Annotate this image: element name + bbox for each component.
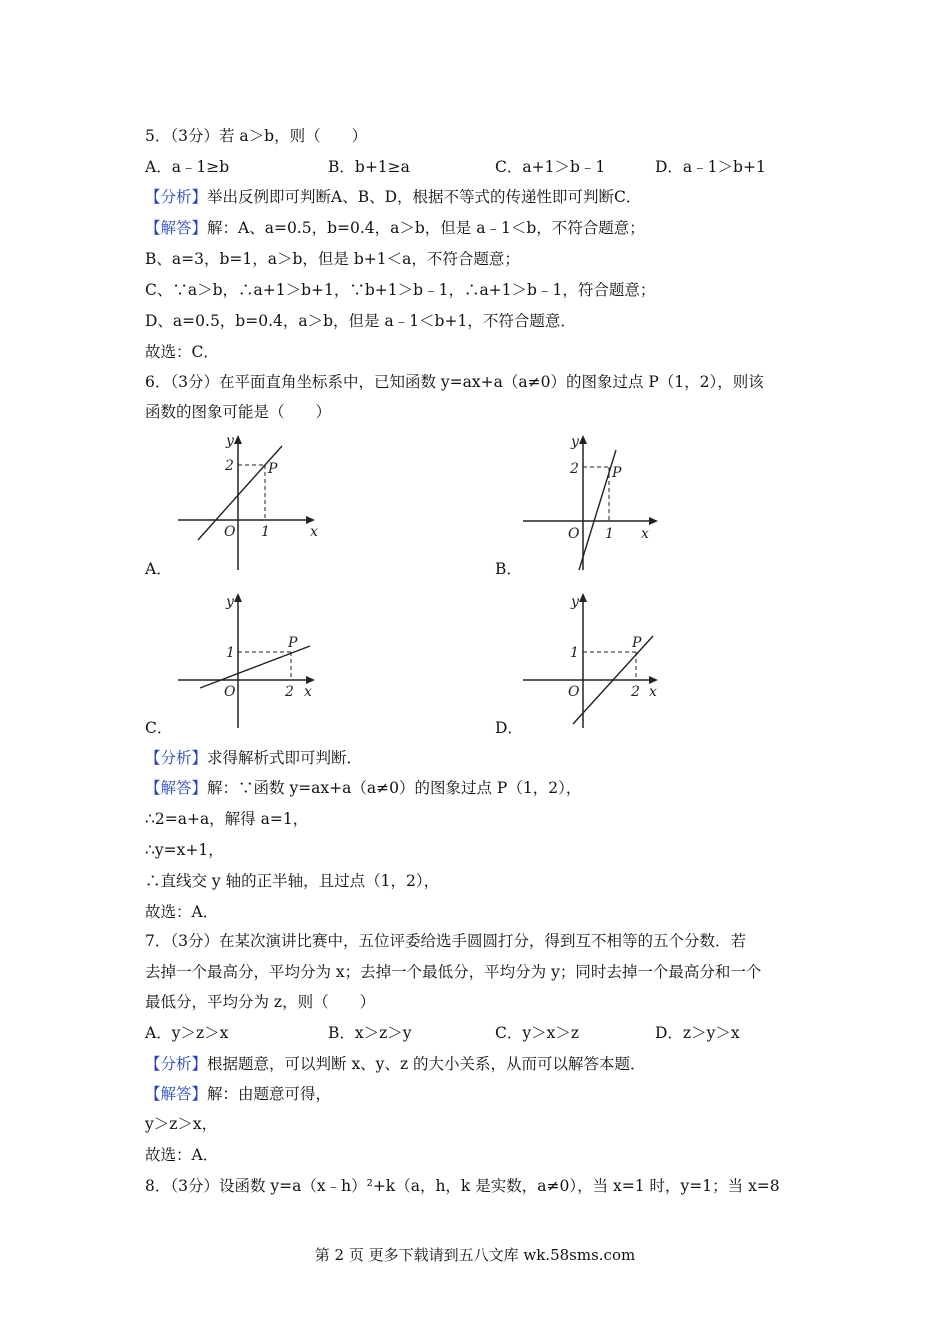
q5-option-b: B．b+1≥a xyxy=(328,158,410,176)
graph-c-origin: O xyxy=(224,684,236,700)
graph-c-point-p: P xyxy=(288,635,298,651)
graph-b-point-p: P xyxy=(612,465,622,481)
q7-option-b: B．x＞z＞y xyxy=(328,1024,412,1042)
graph-c-x-label: x xyxy=(304,684,312,700)
q7-choice: 故选：A． xyxy=(145,1146,219,1164)
answer-text: 解：由题意可得， xyxy=(207,1085,332,1103)
graph-b-origin: O xyxy=(568,526,580,542)
q5-option-d: D．a﹣1＞b+1 xyxy=(655,158,766,176)
graph-b-x-label: x xyxy=(641,526,649,542)
graph-d xyxy=(515,588,675,733)
q6-stem-line1: 6．（3分）在平面直角坐标系中，已知函数 y=ax+a（a≠0）的图象过点 P（1，2），则该 xyxy=(145,373,764,391)
analysis-tag: 【分析】 xyxy=(145,1055,208,1073)
q6-stem-line2: 函数的图象可能是（ ） xyxy=(145,403,332,421)
graph-d-xtick: 2 xyxy=(631,684,640,700)
q6-label-c: C． xyxy=(145,719,173,737)
analysis-text: 根据题意，可以判断 x、y、z 的大小关系，从而可以解答本题． xyxy=(207,1055,646,1073)
answer-tag: 【解答】 xyxy=(145,1085,208,1103)
graph-d-point-p: P xyxy=(632,635,642,651)
graph-a-xtick: 1 xyxy=(261,524,270,540)
graph-a-x-label: x xyxy=(310,524,318,540)
q7-stem-line3: 最低分，平均分为 z，则（ ） xyxy=(145,993,376,1011)
q5-option-c: C．a+1＞b﹣1 xyxy=(495,158,606,176)
graph-d-origin: O xyxy=(568,684,580,700)
answer-tag: 【解答】 xyxy=(145,779,208,797)
q6-answer xyxy=(145,778,581,798)
graph-c-xtick: 2 xyxy=(285,684,294,700)
answer-tag: 【解答】 xyxy=(145,219,208,237)
analysis-text: 举出反例即可判断A、B、D，根据不等式的传递性即可判断C． xyxy=(207,188,642,206)
q6-label-b: B． xyxy=(495,560,522,578)
graph-b xyxy=(515,430,675,575)
q6-label-d: D． xyxy=(495,719,523,737)
answer-text: 解：∵函数 y=ax+a（a≠0）的图象过点 P（1，2）， xyxy=(207,779,582,797)
graph-a xyxy=(170,430,330,575)
q7-analysis xyxy=(145,1054,646,1074)
graph-a-ytick: 2 xyxy=(225,458,234,474)
q7-line2: y＞z＞x， xyxy=(145,1115,218,1133)
analysis-tag: 【分析】 xyxy=(145,188,208,206)
graph-b-ytick: 2 xyxy=(570,461,579,477)
graph-c-y-label: y xyxy=(226,594,234,610)
page-footer: 第 2 页 更多下载请到五八文库 wk.58sms.com xyxy=(314,1246,636,1264)
analysis-tag: 【分析】 xyxy=(145,749,208,767)
q5-option-a: A．a﹣1≥b xyxy=(145,158,230,176)
graph-c-ytick: 1 xyxy=(226,645,235,661)
q5-choice: 故选：C． xyxy=(145,343,219,361)
q6-line4: ∴直线交 y 轴的正半轴，且过点（1，2）， xyxy=(145,872,440,890)
analysis-text: 求得解析式即可判断． xyxy=(207,749,363,767)
q8-stem-line1: 8．（3分）设函数 y=a（x﹣h）²+k（a，h，k 是实数，a≠0），当 x=1 时，y=1；当 x=8 xyxy=(145,1177,780,1195)
graph-b-y-label: y xyxy=(571,434,579,450)
q7-option-a: A．y＞z＞x xyxy=(145,1024,229,1042)
q6-label-a: A． xyxy=(145,560,172,578)
graph-d-x-label: x xyxy=(649,684,657,700)
graph-d-y-label: y xyxy=(571,594,579,610)
q5-line-c: C、∵a＞b，∴a+1＞b+1，∵b+1＞b﹣1，∴a+1＞b﹣1，符合题意； xyxy=(145,281,656,299)
q5-line-b: B、a=3，b=1，a＞b，但是 b+1＜a，不符合题意； xyxy=(145,250,520,268)
q7-stem-line2: 去掉一个最高分，平均分为 x；去掉一个最低分，平均分为 y；同时去掉一个最高分和一个 xyxy=(145,963,762,981)
q7-stem-line1: 7．（3分）在某次演讲比赛中，五位评委给选手圆圆打分，得到互不相等的五个分数．若 xyxy=(145,932,746,950)
q5-line-d: D、a=0.5，b=0.4，a＞b，但是 a﹣1＜b+1，不符合题意． xyxy=(145,312,576,330)
q5-stem: 5．（3分）若 a＞b，则（ ） xyxy=(145,127,368,145)
q6-analysis xyxy=(145,748,362,768)
q5-answer xyxy=(145,218,645,238)
graph-a-point-p: P xyxy=(268,461,278,477)
graph-a-y-label: y xyxy=(226,433,234,449)
q6-line3: ∴y=x+1， xyxy=(145,841,224,859)
graph-d-ytick: 1 xyxy=(570,645,579,661)
q7-option-d: D．z＞y＞x xyxy=(655,1024,740,1042)
graph-a-origin: O xyxy=(224,524,236,540)
q6-choice: 故选：A． xyxy=(145,903,219,921)
q6-line2: ∴2=a+a，解得 a=1， xyxy=(145,810,309,828)
answer-text: 解：A、a=0.5，b=0.4，a＞b，但是 a﹣1＜b，不符合题意； xyxy=(207,219,645,237)
q7-option-c: C．y＞x＞z xyxy=(495,1024,580,1042)
q5-analysis xyxy=(145,187,641,207)
graph-b-xtick: 1 xyxy=(605,526,614,542)
q7-answer xyxy=(145,1084,331,1104)
graph-c xyxy=(170,588,330,733)
